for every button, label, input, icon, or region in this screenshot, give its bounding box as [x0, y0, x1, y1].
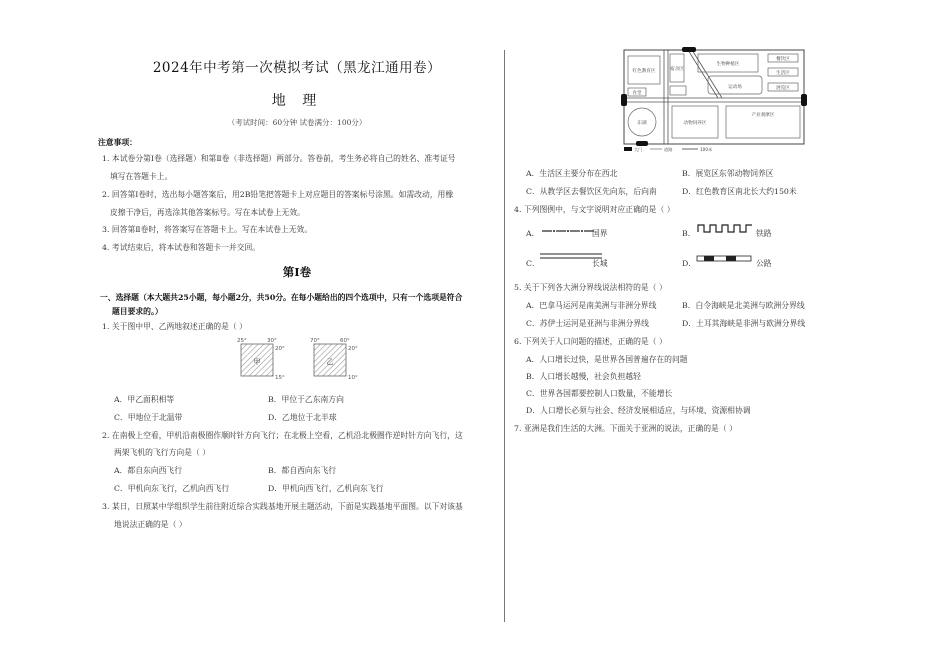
q5-option-a: A．巴拿马运河是南美洲与非洲分界线	[526, 301, 657, 310]
gate-marker	[636, 141, 648, 146]
note-line: 填写在答题卡上。	[110, 172, 173, 181]
note-line: 3. 回答第Ⅱ卷时，将答案写在答题卡上。写在本试卷上无效。	[102, 225, 313, 234]
q1-option-d: D．乙地位于北半球	[268, 413, 337, 422]
gate-marker	[621, 94, 627, 106]
question-7-stem: 7. 亚洲是我们生活的大洲。下面关于亚洲的说法，正确的是（ ）	[514, 424, 737, 433]
jia-lon-right: 30°	[267, 338, 277, 344]
q1-option-b: B．甲位于乙东南方向	[268, 395, 344, 404]
region-yi	[310, 338, 358, 381]
q2-option-d: D．甲机向西飞行，乙机向东飞行	[268, 484, 384, 493]
q6-option-c: C．世界各国都要控制人口数量，不能增长	[526, 389, 673, 398]
q5-option-b: B．白令海峡是北美洲与欧洲分界线	[682, 301, 805, 310]
question-3-stem: 3. 某日，日照某中学组织学生前往附近综合实践基地开展主题活动，下面是实践基地平面图。以下对该基	[102, 502, 463, 511]
column-divider	[504, 50, 505, 622]
legend-gate-icon	[624, 147, 632, 151]
label-dorm: 宿舍区	[670, 67, 684, 72]
label-living: 生活区	[776, 71, 790, 76]
label-catering: 餐饮区	[776, 57, 790, 62]
q4-option-b-label: B．	[682, 229, 696, 238]
label-exhibit: 展览区	[776, 86, 790, 91]
yi-lon-right: 60°	[340, 338, 350, 344]
q1-option-a: A．甲乙面积相等	[114, 395, 175, 404]
q4-option-c-label: C．	[526, 259, 540, 268]
label-red-edu: 红色教育区	[632, 69, 656, 74]
section-heading: 一、选择题（本大题共25小题，每小题2分，共50分。在每小题给出的四个选项中，只有一个选项是符合	[100, 293, 463, 302]
label-lake: 东湖	[637, 121, 647, 126]
gate-marker	[682, 47, 696, 52]
notes-heading: 注意事项：	[98, 138, 137, 147]
section-heading-cont: 题目要求的。）	[112, 307, 163, 316]
map-legend	[624, 146, 713, 153]
q4-option-a-label: A．	[526, 229, 540, 238]
q2-option-b: B．都自西向东飞行	[268, 466, 337, 475]
road-symbol	[696, 254, 752, 264]
q4-option-d-label: D．	[682, 259, 697, 268]
jia-lon-left: 25°	[237, 338, 247, 344]
q4-option-d-text: 公路	[756, 259, 772, 268]
q6-option-d: D．人口增长必须与社会、经济发展相适应，与环境、资源相协调	[526, 406, 751, 415]
q1-option-c: C．甲地位于北温带	[114, 413, 183, 422]
note-line: 1. 本试卷分第Ⅰ卷（选择题）和第Ⅱ卷（非选择题）两部分。答卷前，考生务必将自己的姓名、准考证号	[102, 154, 456, 163]
label-canteen: 食堂	[632, 91, 642, 96]
jia-lat-bottom: 15°	[275, 375, 285, 381]
exam-info: （考试时间：60分钟 试卷满分：100分）	[227, 118, 367, 127]
yi-lat-top: 20°	[348, 346, 358, 352]
label-industry: 产业观摩区	[751, 113, 775, 118]
question-5-stem: 5. 关于下列各大洲分界线说法相符的是（ ）	[514, 283, 667, 292]
legend-road: 道路	[664, 147, 673, 152]
yi-lon-left: 70°	[310, 338, 320, 344]
q4-option-c-text: 长城	[592, 259, 608, 268]
question-3-stem-cont: 地说法正确的是（ ）	[114, 520, 187, 529]
legend-gate: 大门	[634, 147, 643, 152]
q3-option-a: A．生活区主要分布在西北	[526, 169, 618, 178]
q6-option-b: B．人口增长越慢，社会负担越轻	[526, 372, 641, 381]
q2-option-c: C．甲机向东飞行，乙机向西飞行	[114, 484, 230, 493]
label-biology: 生物种植区	[716, 62, 740, 67]
question-2-stem: 2. 在南极上空看，甲机沿南极圈作顺时针方向飞行；在北极上空看，乙机沿北极圈作逆时针方向飞行，这	[102, 431, 463, 440]
note-line: 皮擦干净后，再选涂其他答案标号。写在本试卷上无效。	[110, 208, 305, 217]
note-line: 4. 考试结束后，将本试卷和答题卡一并交回。	[102, 243, 261, 252]
label-sports: 运动场	[728, 85, 742, 90]
latlon-figure	[234, 334, 364, 384]
question-1-stem: 1. 关于图中甲、乙两地叙述正确的是（ ）	[102, 322, 247, 331]
question-2-stem-cont: 两架飞机的飞行方向是（ ）	[114, 448, 211, 457]
volume-title: 第Ⅰ卷	[282, 265, 312, 279]
border-symbol	[540, 226, 600, 236]
yi-lat-bottom: 10°	[348, 375, 358, 381]
q4-option-b-text: 铁路	[756, 229, 772, 238]
question-6-stem: 6. 下列关于人口问题的描述，正确的是（ ）	[514, 337, 667, 346]
q3-option-c: C．从教学区去餐饮区先向东，后向南	[526, 187, 657, 196]
region-jia-label: 甲	[253, 358, 261, 366]
q3-option-d: D．红色教育区南北长大约150米	[682, 187, 797, 196]
gate-marker	[801, 94, 807, 106]
q3-option-b: B．展览区东邻动物饲养区	[682, 169, 774, 178]
region-yi-label: 乙	[326, 358, 334, 366]
base-map	[618, 46, 814, 154]
map-border	[624, 50, 804, 144]
q5-option-d: D．土耳其海峡是非洲与欧洲分界线	[682, 319, 806, 328]
note-line: 2. 回答第Ⅰ卷时，选出每小题答案后，用2B铅笔把答题卡上对应题目的答案标号涂黑。如需改动，用橡	[102, 190, 454, 199]
exam-title: 2024年中考第一次模拟考试（黑龙江通用卷）	[152, 60, 442, 76]
q5-option-c: C．苏伊士运河是亚洲与非洲分界线	[526, 319, 649, 328]
q4-option-a-text: 国界	[592, 229, 608, 238]
subject-title: 地 理	[271, 93, 323, 109]
q2-option-a: A．都自东向西飞行	[114, 466, 183, 475]
label-animal: 动物饲养区	[683, 121, 707, 126]
region-jia	[237, 338, 285, 381]
question-4-stem: 4. 下列图例中，与文字说明对应正确的是（ ）	[514, 205, 675, 214]
legend-scale: 100米	[700, 147, 713, 152]
railway-symbol	[696, 222, 754, 236]
q6-option-a: A．人口增长过快，是世界各国普遍存在的问题	[526, 355, 688, 364]
jia-lat-top: 20°	[275, 346, 285, 352]
